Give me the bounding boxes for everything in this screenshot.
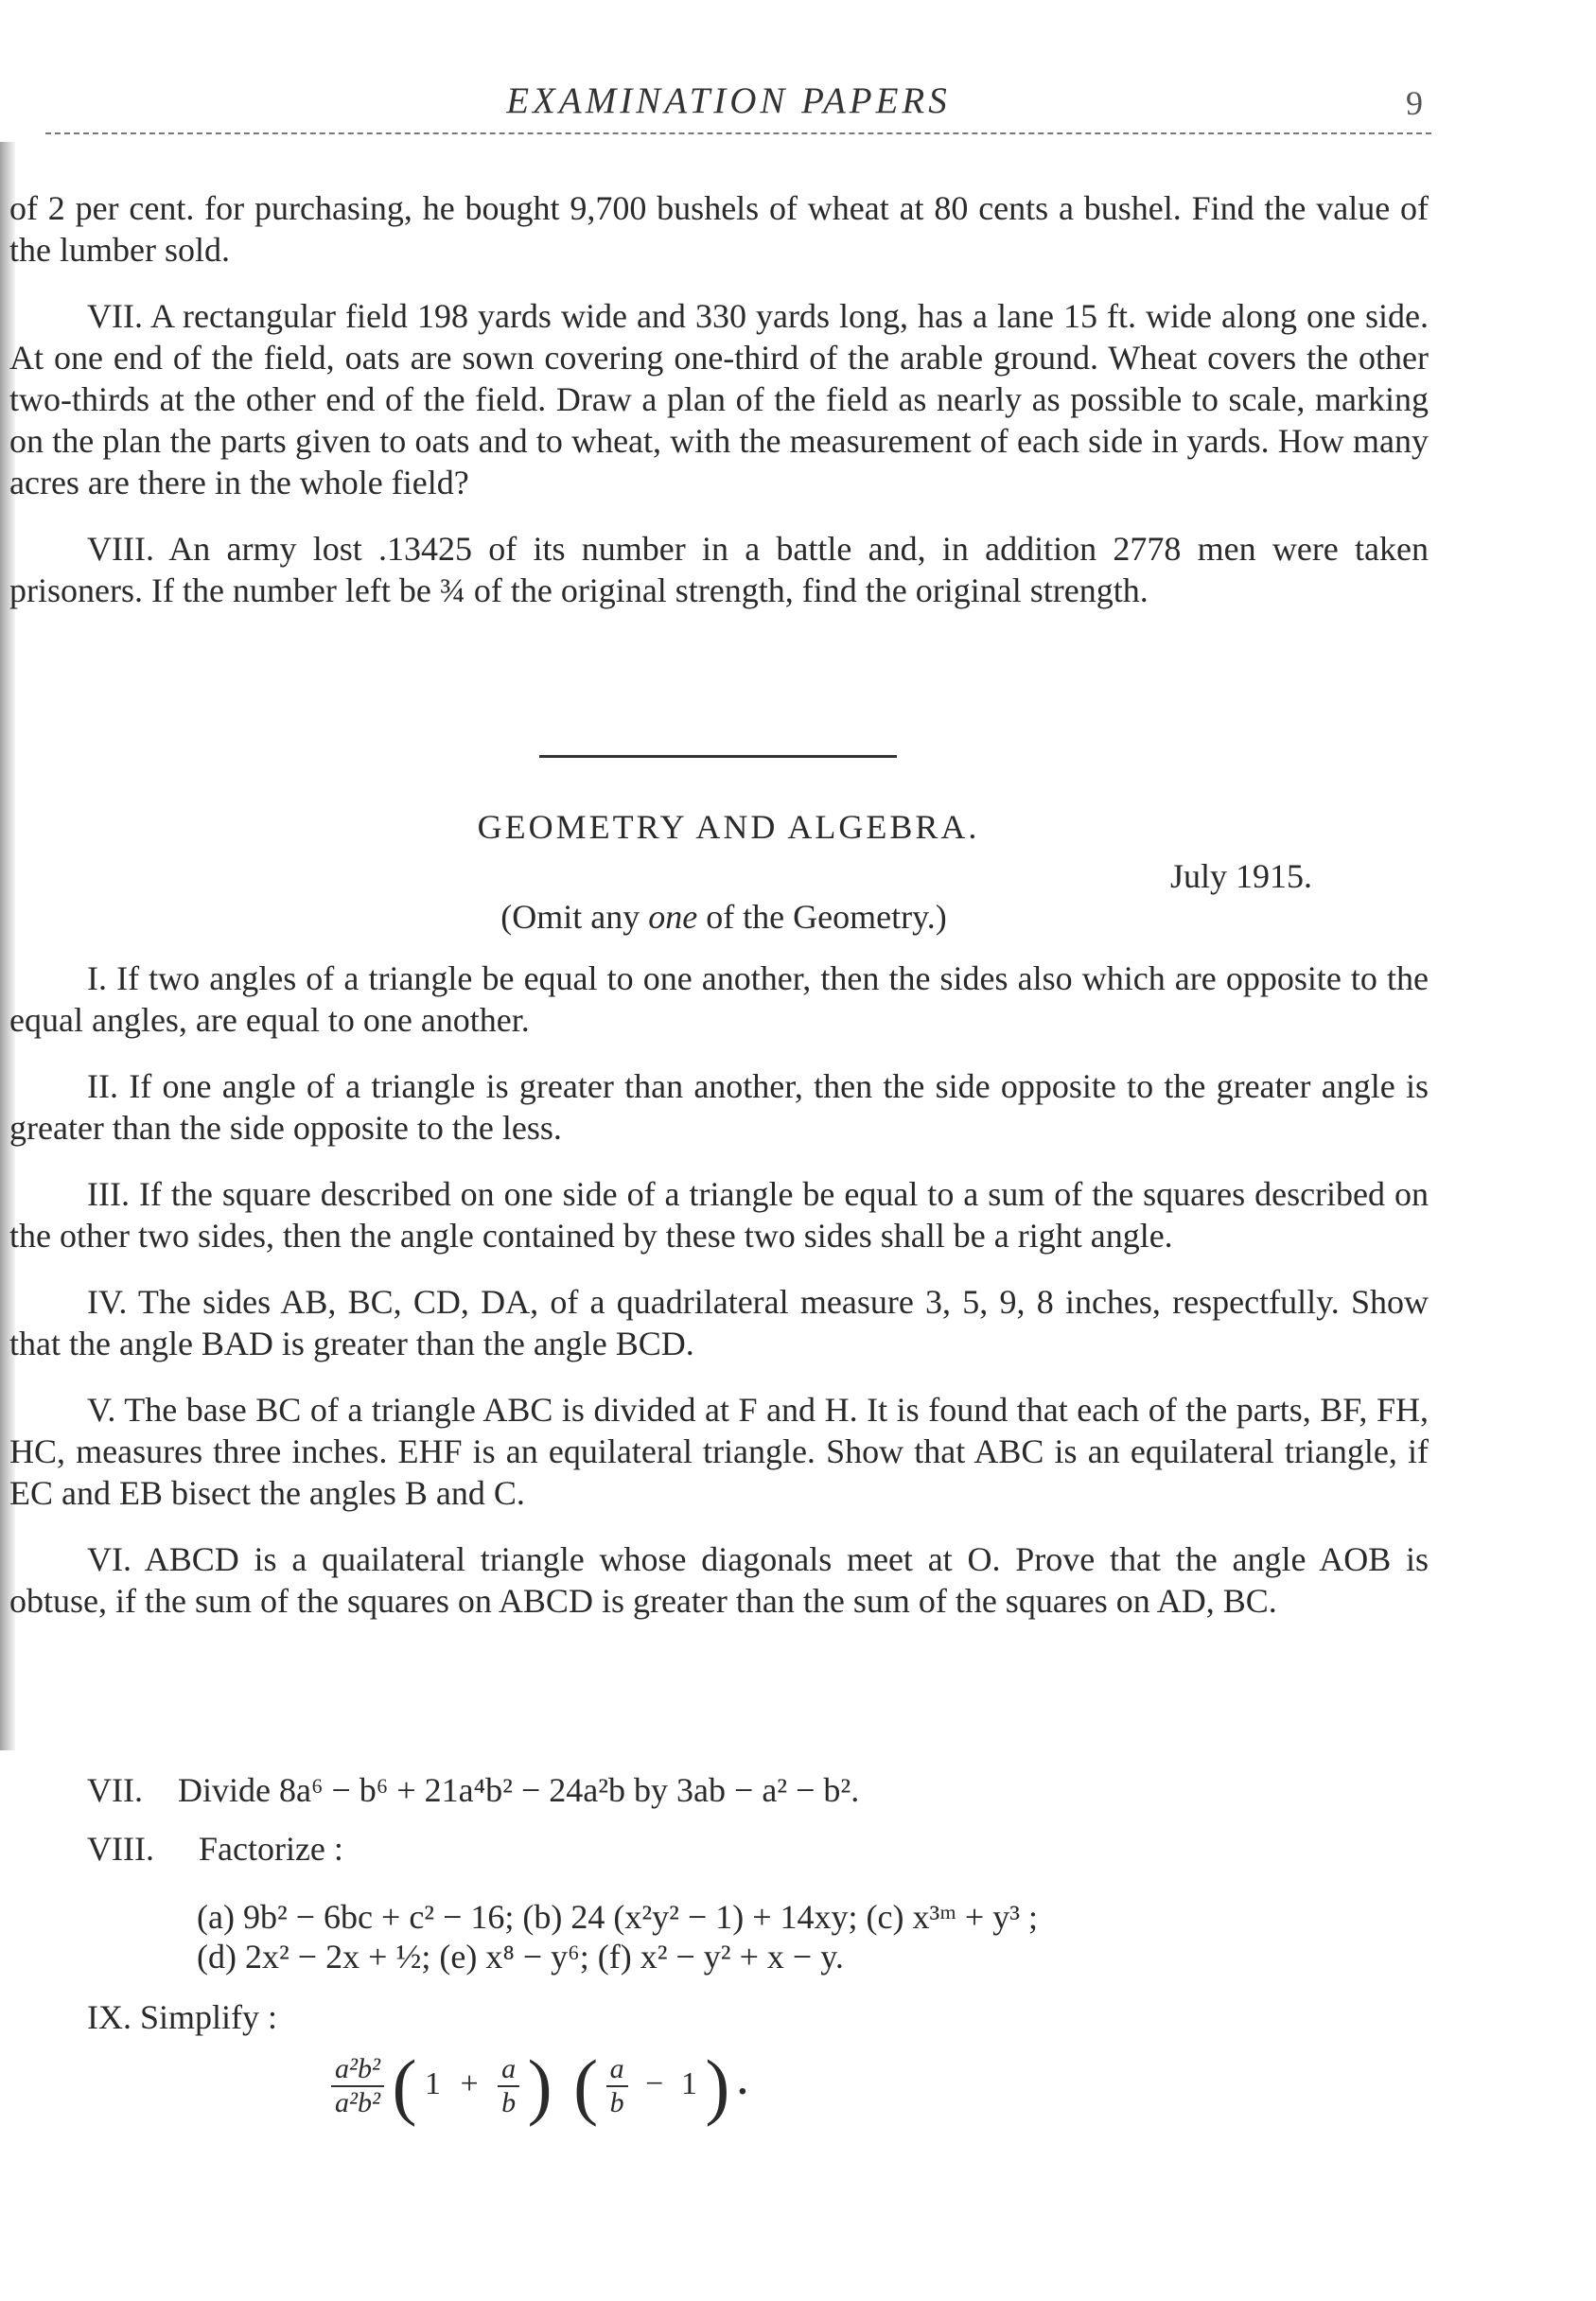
right-paren-1: ) (527, 2045, 552, 2127)
algebra-question-7-text: Divide 8a⁶ − b⁶ + 21a⁴b² − 24a²b by 3ab − a² − b². (177, 1771, 860, 1809)
question-6-continuation: of 2 per cent. for purchasing, he bought 9,700 bushels of wheat at 80 cents a bushel. Find the value of the lumber sold. (9, 189, 1429, 269)
question-7: VII. A rectangular field 198 yards wide and 330 yards long, has a lane 15 ft. wide along one side. At one end of the field, oats are sown covering one-third of the arable ground. Wheat covers the other two-thirds at the other end of the field. Draw a plan of the field as nearly as possible to scale, marking on the plan the parts given to oats and to wheat, with the measurement of each side in yards. How many acres are there in the whole field? (9, 297, 1429, 501)
factorize-line-1: (a) 9b² − 6bc + c² − 16; (b) 24 (x²y² − 1) + 14xy; (c) x³ᵐ + y³ ; (197, 1898, 1038, 1936)
section-divider (539, 755, 897, 758)
question-8: VIII. An army lost .13425 of its number in a battle and, in addition 2778 men were taken prisoners. If the number left be ¾ of the original strength, find the original strength. (9, 530, 1429, 609)
factorize-line-2: (d) 2x² − 2x + ½; (e) x⁸ − y⁶; (f) x² − y² + x − y. (197, 1938, 844, 1976)
simplify-expression (331, 2044, 747, 2129)
right-paren-2: ) (705, 2045, 730, 2127)
algebra-question-7 (87, 1769, 859, 1811)
note-suffix: of the Geometry.) (697, 898, 947, 936)
outer-fraction-denominator: a²b² (335, 2087, 380, 2118)
second-fraction (606, 2053, 628, 2119)
outer-fraction-numerator: a²b² (331, 2053, 384, 2087)
geometry-question-3: III. If the square described on one side of a triangle be equal to a sum of the squares described on the other two sides, then the angle contained by these two sides shall be a right angle. (9, 1175, 1429, 1255)
geometry-question-2: II. If one angle of a triangle is greater than another, then the side opposite to the greater angle is greater than the side opposite to the less. (9, 1067, 1429, 1147)
page-number: 9 (1406, 84, 1423, 122)
left-paren-2: ( (573, 2045, 599, 2127)
left-paren-1: ( (392, 2045, 417, 2127)
expression-period: . (737, 2059, 747, 2102)
first-one: 1 (424, 2065, 441, 2101)
first-fraction (498, 2053, 519, 2119)
arithmetic-questions (9, 187, 1429, 611)
plus-sign: + (460, 2065, 479, 2101)
algebra-question-8-number: VIII. (87, 1830, 154, 1868)
outer-fraction (331, 2053, 384, 2119)
geometry-question-6: VI. ABCD is a quailateral triangle whose diagonals meet at O. Prove that the angle AOB is obtuse, if the sum of the squares on ABCD is greater than the sum of the squares on AD, BC. (9, 1540, 1429, 1620)
header-rule (45, 132, 1431, 134)
note-emphasis: one (648, 898, 698, 936)
second-fraction-denominator: b (609, 2087, 624, 2118)
section-date: July 1915. (1170, 857, 1313, 895)
geometry-question-4: IV. The sides AB, BC, CD, DA, of a quadrilateral measure 3, 5, 9, 8 inches, respectfully. Show that the angle BAD is greater than the angle BCD. (9, 1283, 1429, 1362)
algebra-question-8 (87, 1828, 343, 1870)
algebra-question-7-number: VII. (87, 1771, 143, 1809)
section-title: GEOMETRY AND ALGEBRA. (477, 808, 980, 846)
algebra-question-9: IX. Simplify : (87, 1998, 278, 2036)
geometry-question-1: I. If two angles of a triangle be equal to one another, then the sides also which are opposite to the equal angles, are equal to one another. (9, 959, 1429, 1039)
second-fraction-numerator: a (606, 2053, 628, 2087)
note-prefix: (Omit any (500, 898, 649, 936)
minus-sign: − (645, 2065, 664, 2101)
running-title: EXAMINATION PAPERS (506, 80, 951, 121)
first-fraction-numerator: a (498, 2053, 519, 2087)
page-header (0, 74, 1596, 131)
second-one: 1 (680, 2065, 697, 2101)
algebra-question-8-text: Factorize : (198, 1830, 343, 1868)
section-note (0, 897, 1447, 937)
first-fraction-denominator: b (501, 2087, 517, 2118)
geometry-questions (9, 957, 1429, 1622)
geometry-question-5: V. The base BC of a triangle ABC is divided at F and H. It is found that each of the parts, BF, FH, HC, measures three inches. EHF is an equilateral triangle. Show that ABC is an equilateral triangle, if EC and EB bisect the angles B and C. (9, 1391, 1429, 1512)
